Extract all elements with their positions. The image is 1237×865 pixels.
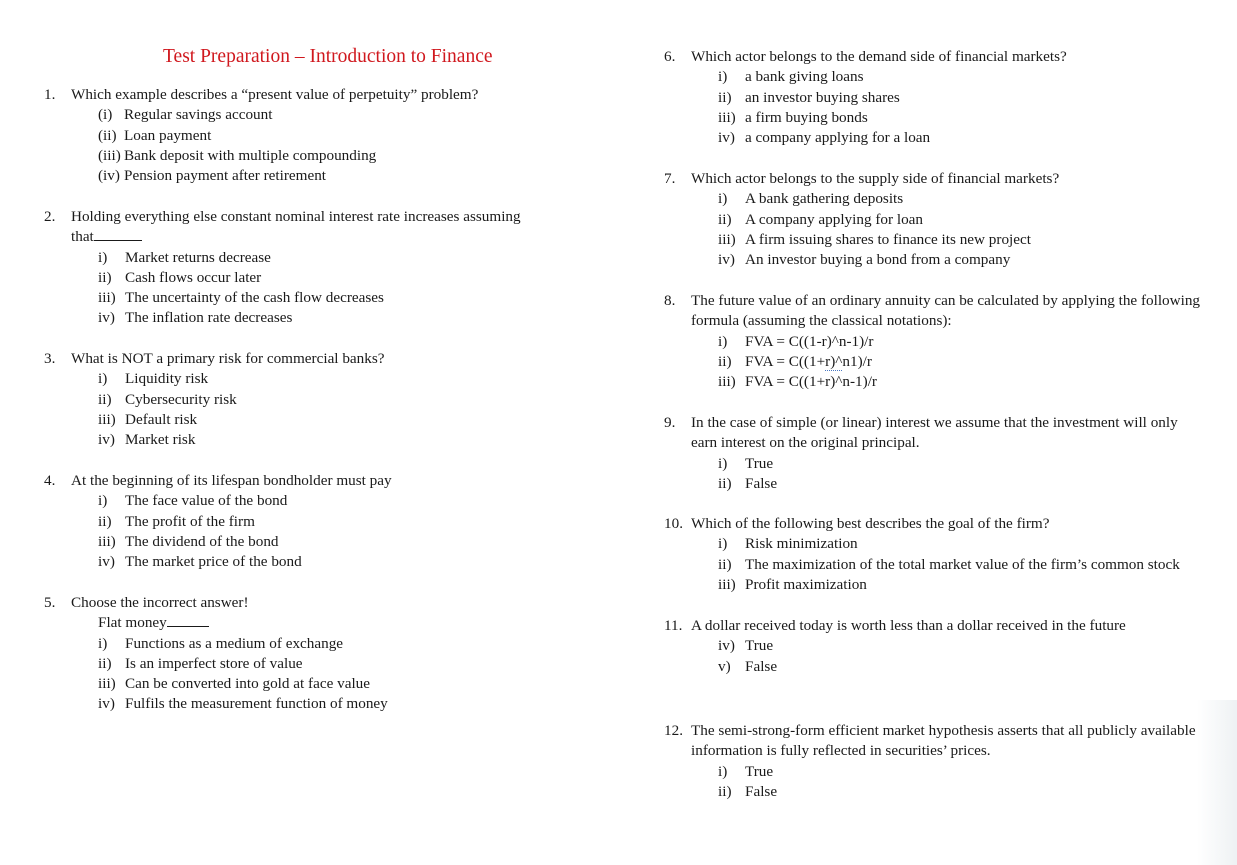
option-label: i) (98, 492, 108, 510)
question-text: The semi-strong-form efficient market hypothesis asserts that all publicly available (691, 722, 1196, 739)
option-list (44, 634, 604, 715)
option-text: False (745, 782, 778, 800)
option-list (44, 491, 604, 572)
page-title: Test Preparation – Introduction to Finance (163, 46, 493, 67)
question-text: Holding everything else constant nominal interest rate increases assuming (71, 208, 521, 225)
option-label: (i) (98, 106, 113, 124)
option-text: Can be converted into gold at face value (125, 675, 371, 693)
option-item (98, 410, 604, 430)
option-label: iii) (98, 675, 116, 693)
option-item (98, 654, 604, 674)
question-text: Which actor belongs to the demand side of financial markets? (691, 48, 1067, 65)
question-2 (44, 207, 604, 329)
option-label: ii) (98, 512, 112, 530)
option-item (98, 268, 604, 288)
option-text: a bank giving loans (745, 68, 864, 86)
option-text: False (745, 474, 778, 492)
option-text: A company applying for loan (745, 210, 923, 228)
question-number: 11. (664, 617, 683, 634)
option-item (718, 88, 1234, 108)
question-number: 9. (664, 414, 676, 431)
option-text (718, 352, 1237, 372)
option-text: The maximization of the total market value of the firm’s common stock (745, 555, 1180, 573)
option-item (98, 248, 604, 268)
option-label: i) (718, 454, 728, 472)
option-item (98, 369, 604, 389)
option-label: iii) (718, 108, 736, 126)
option-text: Risk minimization (745, 535, 858, 553)
spellcheck-marked-text: r)^ (825, 352, 843, 370)
question-10 (664, 514, 1234, 595)
option-text: Cybersecurity risk (125, 390, 237, 408)
option-item (718, 230, 1234, 250)
option-item (718, 762, 1237, 782)
option-label: iii) (718, 230, 736, 248)
question-text-continued: information is fully reflected in securities’ prices. (691, 742, 991, 760)
question-number: 3. (44, 350, 56, 367)
option-label: (iii) (98, 146, 121, 164)
question-text: At the beginning of its lifespan bondholder must pay (71, 472, 392, 489)
question-number: 4. (44, 472, 56, 489)
question-11 (664, 616, 1234, 677)
option-item (98, 166, 604, 186)
option-item (718, 782, 1237, 802)
option-item (718, 534, 1234, 554)
option-text: True (745, 454, 774, 472)
formula-part: FVA = C((1+ (745, 352, 826, 370)
option-text: Profit maximization (745, 575, 867, 593)
question-text: Which actor belongs to the supply side of financial markets? (691, 170, 1060, 187)
page-edge-shadow (1197, 700, 1237, 865)
option-item (718, 250, 1234, 270)
answer-blank (167, 613, 209, 627)
option-label: iv) (718, 129, 735, 147)
option-text: a company applying for a loan (745, 129, 931, 147)
option-text: The face value of the bond (125, 492, 288, 510)
option-label: (iv) (98, 167, 120, 185)
option-label: iv) (98, 309, 115, 327)
option-text: An investor buying a bond from a company (745, 251, 1011, 269)
option-label: ii) (98, 390, 112, 408)
option-text: The uncertainty of the cash flow decreases (125, 289, 384, 307)
option-label: i) (98, 634, 108, 652)
option-item (718, 575, 1234, 595)
question-text: Which example describes a “present value of perpetuity” problem? (71, 86, 479, 103)
option-list (44, 369, 604, 450)
question-number: 1. (44, 86, 56, 103)
option-label: v) (718, 657, 731, 675)
option-text: The dividend of the bond (125, 532, 279, 550)
option-item (98, 105, 604, 125)
option-text: Regular savings account (124, 106, 273, 124)
option-text: Loan payment (124, 126, 212, 144)
question-5 (44, 593, 604, 715)
option-text: The inflation rate decreases (125, 309, 293, 327)
question-text: In the case of simple (or linear) interest we assume that the investment will only (691, 414, 1178, 431)
option-list (664, 636, 1234, 677)
question-text-continued: earn interest on the original principal. (691, 434, 920, 452)
question-number: 7. (664, 170, 676, 187)
option-item (98, 552, 604, 572)
option-label: i) (718, 332, 728, 350)
option-label: iv) (98, 553, 115, 571)
option-label: iii) (718, 373, 736, 391)
question-number: 12. (664, 722, 683, 739)
option-text: Market returns decrease (125, 248, 271, 266)
option-item (98, 634, 604, 654)
question-text-continued: formula (assuming the classical notations): (691, 312, 952, 330)
option-text: Pension payment after retirement (124, 167, 327, 185)
question-1 (44, 85, 604, 186)
option-item (98, 512, 604, 532)
option-list (664, 534, 1234, 595)
option-list (44, 105, 604, 186)
option-label: iv) (718, 637, 735, 655)
option-item (98, 430, 604, 450)
option-label: ii) (718, 474, 732, 492)
option-label: ii) (718, 352, 732, 370)
option-item (718, 636, 1234, 656)
option-label: iii) (718, 575, 736, 593)
option-list (664, 332, 1237, 393)
option-item (718, 108, 1234, 128)
option-list (664, 454, 1234, 495)
option-label: i) (718, 535, 728, 553)
option-label: iv) (98, 695, 115, 713)
question-text-continued: that (71, 228, 94, 246)
option-item (718, 657, 1234, 677)
option-label: ii) (718, 210, 732, 228)
option-label: ii) (718, 782, 732, 800)
option-text: Market risk (125, 431, 196, 449)
option-item (718, 67, 1234, 87)
option-label: i) (718, 190, 728, 208)
option-text: Cash flows occur later (125, 268, 262, 286)
option-label: iv) (98, 431, 115, 449)
option-text: a firm buying bonds (745, 108, 868, 126)
option-text: FVA = C((1+r)^n-1)/r (745, 373, 877, 391)
option-item (98, 694, 604, 714)
option-text: True (745, 637, 774, 655)
option-item (718, 474, 1234, 494)
option-item (98, 308, 604, 328)
question-number: 8. (664, 292, 676, 309)
option-item (98, 674, 604, 694)
question-number: 5. (44, 594, 56, 611)
question-4 (44, 471, 604, 572)
option-item (718, 189, 1234, 209)
option-label: ii) (718, 88, 732, 106)
option-item (718, 555, 1234, 575)
option-text: True (745, 762, 774, 780)
option-item (718, 454, 1234, 474)
option-text: Bank deposit with multiple compounding (124, 146, 377, 164)
option-label: ii) (98, 654, 112, 672)
question-7 (664, 169, 1234, 270)
option-text: FVA = C((1-r)^n-1)/r (745, 332, 874, 350)
question-number: 10. (664, 515, 683, 532)
question-text: The future value of an ordinary annuity can be calculated by applying the following (691, 292, 1201, 309)
option-label: i) (98, 248, 108, 266)
option-text: The profit of the firm (125, 512, 255, 530)
question-9 (664, 413, 1234, 494)
question-text: A dollar received today is worth less than a dollar received in the future (691, 617, 1126, 634)
question-6 (664, 47, 1234, 148)
answer-blank (94, 227, 142, 241)
question-12 (664, 721, 1237, 802)
option-label: ii) (98, 268, 112, 286)
option-item (98, 126, 604, 146)
option-item (718, 372, 1237, 392)
question-subtext: Flat money (98, 614, 167, 632)
option-text: an investor buying shares (745, 88, 900, 106)
question-text: Which of the following best describes the goal of the firm? (691, 515, 1050, 532)
option-list (44, 248, 604, 329)
option-label: ii) (718, 555, 732, 573)
option-label: iv) (718, 251, 735, 269)
option-item (718, 128, 1234, 148)
option-list (664, 189, 1234, 270)
option-label: iii) (98, 410, 116, 428)
option-text: Fulfils the measurement function of money (125, 695, 388, 713)
option-item (98, 491, 604, 511)
option-item (718, 352, 1237, 372)
option-list (664, 67, 1234, 148)
option-text: A bank gathering deposits (745, 190, 904, 208)
option-item (718, 332, 1237, 352)
question-number: 6. (664, 48, 676, 65)
question-3 (44, 349, 604, 450)
question-text: Choose the incorrect answer! (71, 594, 249, 611)
option-text: Is an imperfect store of value (125, 654, 303, 672)
option-label: (ii) (98, 126, 117, 144)
option-text: The market price of the bond (125, 553, 302, 571)
option-text: Default risk (125, 410, 198, 428)
option-item (98, 288, 604, 308)
option-text: Functions as a medium of exchange (125, 634, 344, 652)
option-item (98, 390, 604, 410)
option-list (664, 762, 1237, 803)
option-item (98, 532, 604, 552)
option-item (718, 210, 1234, 230)
option-text: Liquidity risk (125, 370, 209, 388)
option-label: iii) (98, 289, 116, 307)
option-label: i) (718, 762, 728, 780)
option-label: iii) (98, 532, 116, 550)
option-text: A firm issuing shares to finance its new project (745, 230, 1031, 248)
question-number: 2. (44, 208, 56, 225)
option-item (98, 146, 604, 166)
option-label: i) (98, 370, 108, 388)
option-text: False (745, 657, 778, 675)
formula-part: n1)/r (842, 352, 872, 370)
option-label: i) (718, 68, 728, 86)
question-text: What is NOT a primary risk for commercial banks? (71, 350, 385, 367)
question-8 (664, 291, 1237, 392)
